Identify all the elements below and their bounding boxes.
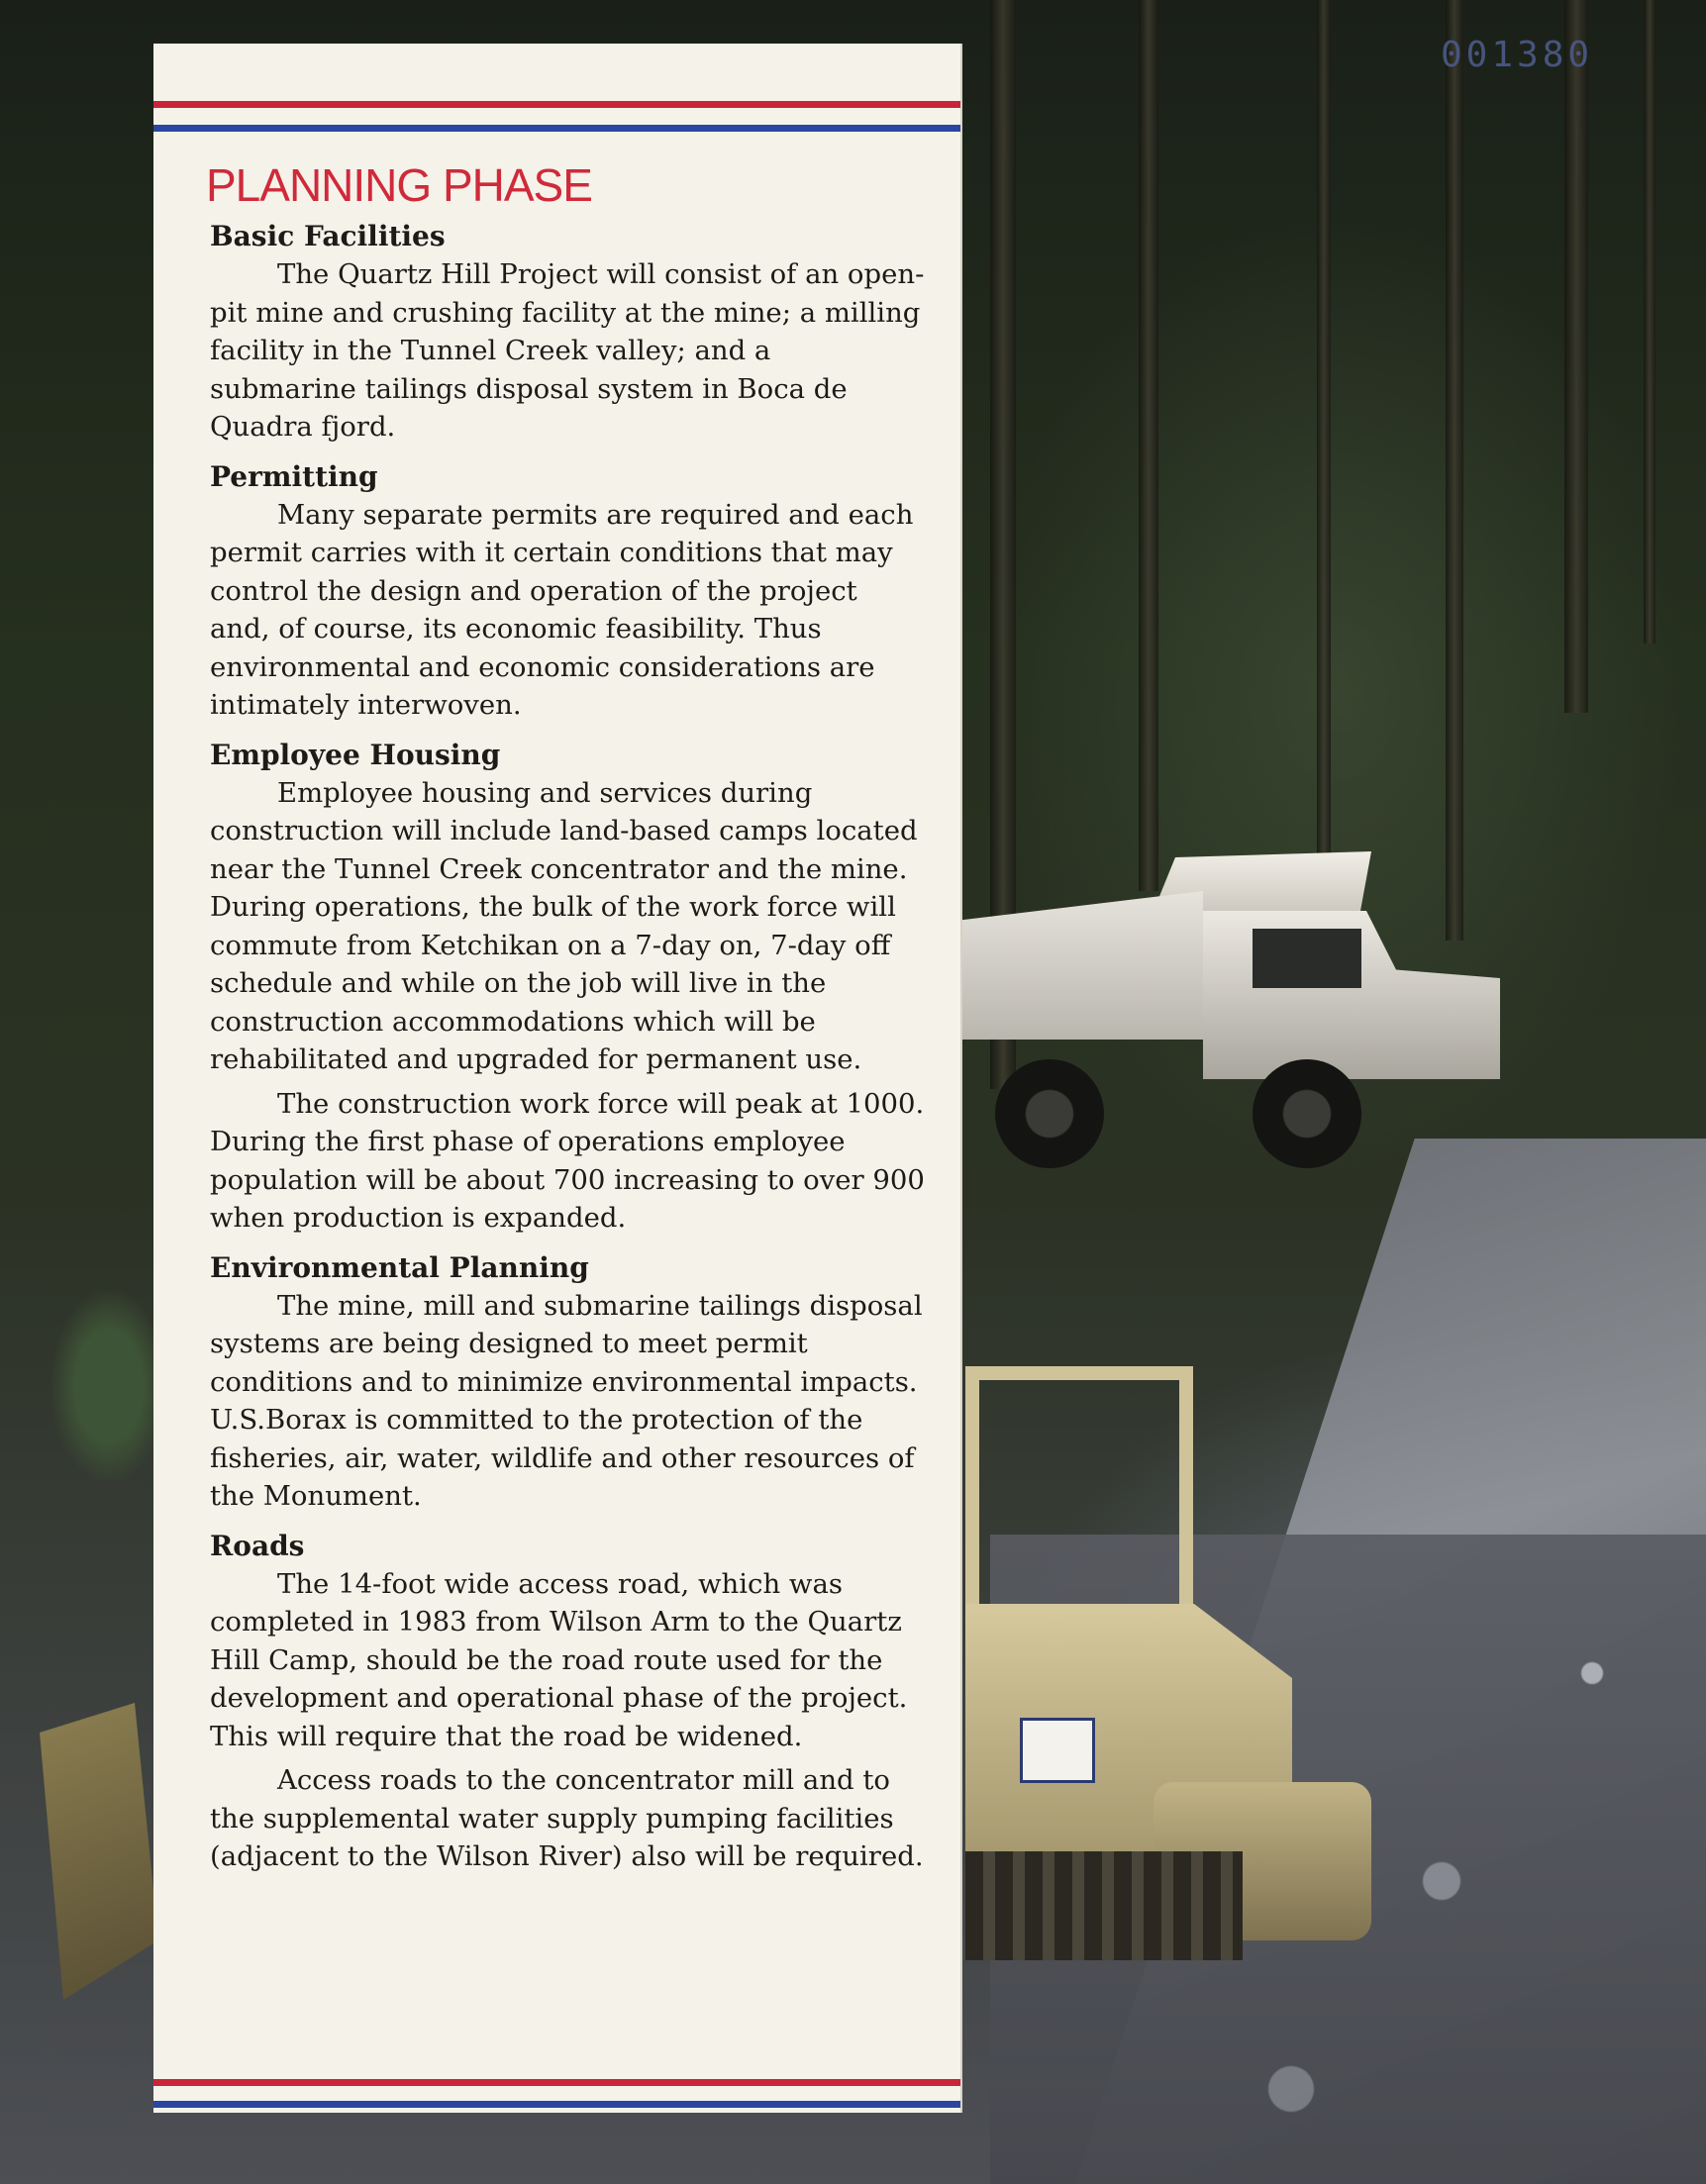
section-employee-housing xyxy=(210,737,925,1238)
section-basic-facilities xyxy=(210,218,925,447)
top-rule-red xyxy=(153,101,960,108)
photo-tree-trunk xyxy=(1446,0,1463,941)
photo-tree-trunk xyxy=(1317,0,1331,990)
section-paragraph: The 14-foot wide access road, which was completed in 1983 from Wilson Arm to the Quartz Hill Camp, should be the road route used for the development and operational phase of the project. This will require that the road be widened. xyxy=(210,1567,908,1752)
bottom-rule-blue xyxy=(153,2101,960,2108)
top-rule-blue xyxy=(153,125,960,132)
section-paragraph: The construction work force will peak at 1000. During the first phase of operations employee population will be about 700 increasing to over 900 when production is expanded. xyxy=(210,1087,925,1234)
photo-tree-trunk xyxy=(1139,0,1158,891)
photo-foliage xyxy=(50,1287,168,1485)
bulldozer-logo-icon xyxy=(1020,1718,1095,1783)
section-heading: Permitting xyxy=(210,459,378,493)
photo-tree-trunk xyxy=(1644,0,1656,644)
section-heading: Roads xyxy=(210,1529,305,1562)
section-environmental-planning xyxy=(210,1249,925,1516)
text-panel xyxy=(153,44,960,2113)
bottom-rule-red xyxy=(153,2079,960,2086)
photo-tree-trunk xyxy=(1564,0,1588,713)
document-number: 001380 xyxy=(1441,35,1594,75)
photo-dump-truck xyxy=(955,851,1569,1178)
truck-wheel xyxy=(1253,1059,1361,1168)
section-paragraph: Access roads to the concentrator mill and to the supplemental water supply pumping facilities (adjacent to the Wilson River) also will be required. xyxy=(210,1764,924,1872)
section-paragraph: The Quartz Hill Project will consist of an open-pit mine and crushing facility at the mine; a milling facility in the Tunnel Creek valley; and a submarine tailings disposal system in Boca de Quadra fjord. xyxy=(210,258,925,443)
section-heading: Employee Housing xyxy=(210,738,501,771)
truck-window xyxy=(1253,929,1361,988)
section-paragraph: The mine, mill and submarine tailings disposal systems are being designed to meet permit conditions and to minimize environmental impacts. U.S.Borax is committed to the protection of the fisheries, air, water, wildlife and other resources of the Monument. xyxy=(210,1289,923,1512)
section-permitting xyxy=(210,458,925,725)
section-roads xyxy=(210,1528,925,1876)
bulldozer-roll-cage xyxy=(965,1366,1193,1624)
page-title: PLANNING PHASE xyxy=(206,159,592,211)
photo-bulldozer xyxy=(965,1366,1401,1960)
bulldozer-track xyxy=(965,1851,1243,1960)
article-body xyxy=(210,218,925,1888)
section-paragraph: Employee housing and services during construction will include land-based camps located near the Tunnel Creek concentrator and the mine. During operations, the bulk of the work force will commute from Ketchikan on a 7-day on, 7-day off schedule and while on the job will live in the construction accommodations which will be rehabilitated and upgraded for permanent use. xyxy=(210,776,918,1075)
section-heading: Environmental Planning xyxy=(210,1250,589,1284)
truck-wheel xyxy=(995,1059,1104,1168)
section-paragraph: Many separate permits are required and each permit carries with it certain conditions that may control the design and operation of the project and, of course, its economic feasibility. Thus environmental and economic considerations are intimately interwoven. xyxy=(210,498,914,721)
truck-bed xyxy=(955,891,1203,1040)
photo-excavator-bucket xyxy=(40,1703,158,2000)
section-heading: Basic Facilities xyxy=(210,220,446,252)
